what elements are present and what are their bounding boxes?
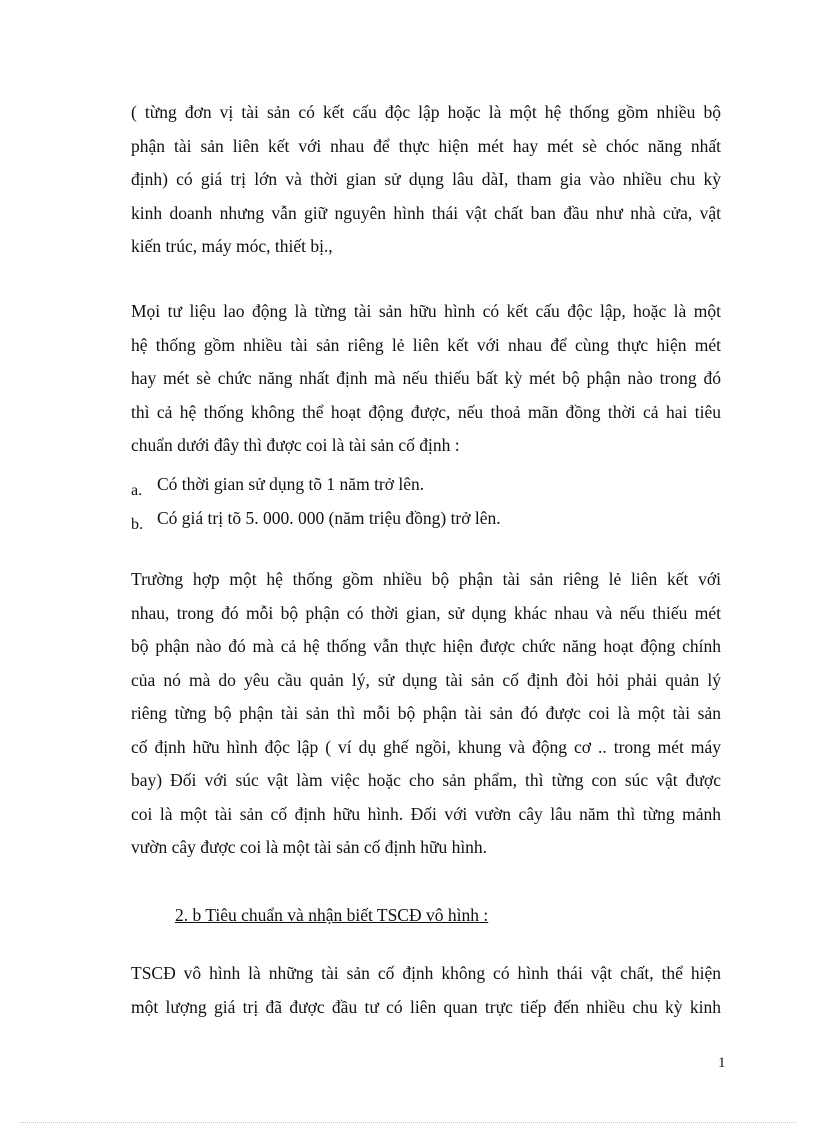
paragraph-line: hay mét sè chức năng nhất định mà nếu thiếu bất kỳ mét bộ phận nào trong đó <box>131 368 721 388</box>
paragraph-line: kiến trúc, máy móc, thiết bị., <box>131 236 333 256</box>
list-marker: b. <box>131 516 143 533</box>
paragraph-3 <box>131 563 721 865</box>
section-heading: 2. b Tiêu chuẩn và nhận biết TSCĐ vô hình : <box>175 905 489 925</box>
paragraph-line: chuẩn dưới đây thì được coi là tài sản cố định : <box>131 435 460 455</box>
criteria-text: Có thời gian sử dụng tõ 1 năm trở lên. <box>157 474 425 494</box>
paragraph-1 <box>131 96 721 264</box>
criteria-text: Có giá trị tõ 5. 000. 000 (năm triệu đồng) trở lên. <box>157 508 501 528</box>
paragraph-2 <box>131 295 721 463</box>
list-marker: a. <box>131 482 143 499</box>
paragraph-line: ( từng đơn vị tài sản có kết cấu độc lập hoặc là một hệ thống gồm nhiều bộ <box>131 102 721 122</box>
paragraph-line: thì cả hệ thống không thể hoạt động được, nếu thoả mãn đồng thời cả hai tiêu <box>131 401 721 422</box>
paragraph-line: coi là một tài sản cố định hữu hình. Đối với vườn cây lâu năm thì từng mảnh <box>131 803 721 824</box>
paragraph-line: bộ phận nào đó mà cả hệ thống vẫn thực hiện được chức năng hoạt động chính <box>131 636 721 656</box>
paragraph-line: một lượng giá trị đã được đầu tư có liên quan trực tiếp đến nhiều chu kỳ kinh <box>131 996 721 1017</box>
paragraph-line: của nó mà do yêu cầu quản lý, sử dụng tài sản cố định đòi hỏi phải quản lý <box>131 669 721 690</box>
paragraph-line: riêng từng bộ phận tài sản thì mỗi bộ phận tài sản đó được coi là một tài sản <box>131 703 721 723</box>
paragraph-4 <box>131 957 721 1024</box>
paragraph-line: bay) Đối với súc vật làm việc hoặc cho sản phẩm, thì từng con súc vật được <box>131 770 721 790</box>
paragraph-line: vườn cây được coi là một tài sản cố định hữu hình. <box>131 837 488 857</box>
criteria-item-b <box>131 506 501 532</box>
paragraph-line: phận tài sản liên kết với nhau để thực hiện mét hay mét sè chóc năng nhất <box>131 135 721 156</box>
paragraph-line: kinh doanh nhưng vẫn giữ nguyên hình thái vật chất ban đầu như nhà cửa, vật <box>131 202 721 223</box>
page-number: 1 <box>718 1055 726 1071</box>
paragraph-line: Trường hợp một hệ thống gồm nhiều bộ phận tài sản riêng lẻ liên kết với <box>131 569 721 589</box>
paragraph-line: hệ thống gồm nhiều tài sản riêng lẻ liên kết với nhau để cùng thực hiện mét <box>131 334 721 355</box>
criteria-item-a <box>131 472 424 498</box>
paragraph-line: nhau, trong đó mỗi bộ phận có thời gian, sử dụng khác nhau và nếu thiếu mét <box>131 602 721 623</box>
paragraph-line: định) có giá trị lớn và thời gian sử dụng lâu dàI, tham gia vào nhiều chu kỳ <box>131 169 721 189</box>
paragraph-line: TSCĐ vô hình là những tài sản cố định không có hình thái vật chất, thể hiện <box>131 963 721 983</box>
paragraph-line: cố định hữu hình độc lập ( ví dụ ghế ngồi, khung và động cơ .. trong mét máy <box>131 736 721 757</box>
paragraph-line: Mọi tư liệu lao động là từng tài sản hữu hình có kết cấu độc lập, hoặc là một <box>131 301 721 321</box>
